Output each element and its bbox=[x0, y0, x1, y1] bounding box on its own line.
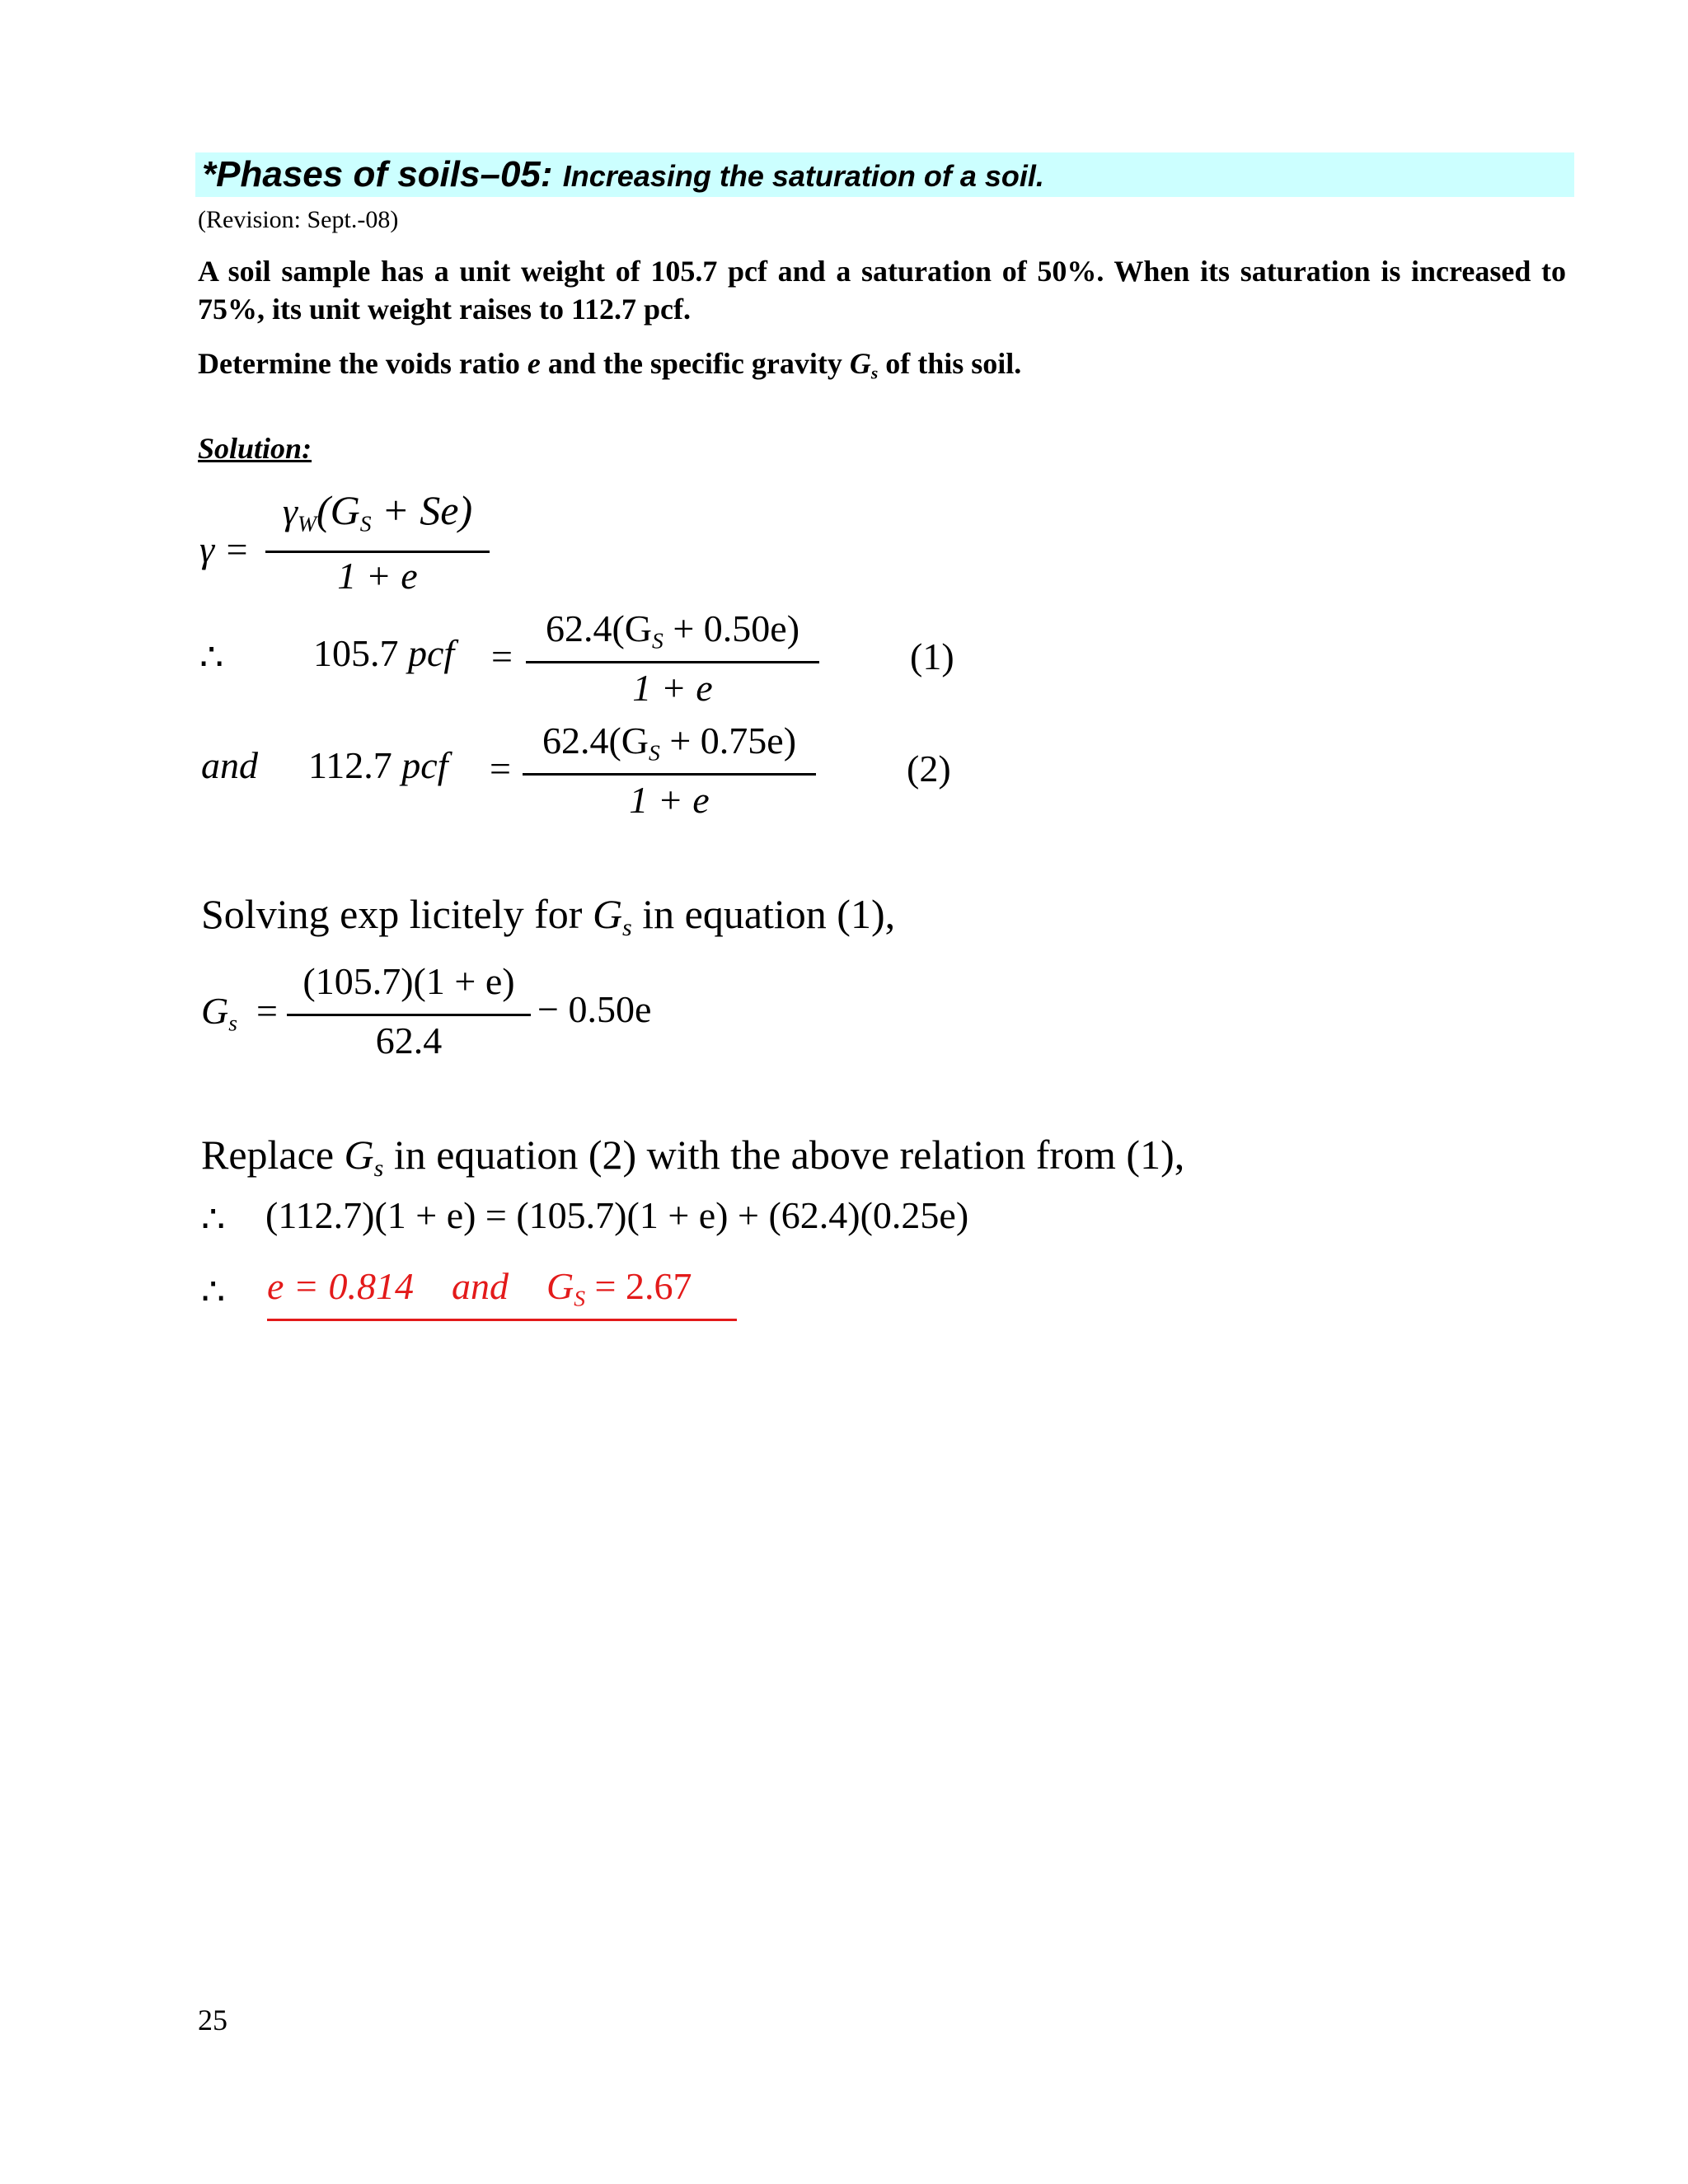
eq3-lhs: $G_s$ = bbox=[201, 990, 278, 1036]
eq2-fraction-bar bbox=[523, 773, 816, 776]
eq0-denominator: 1 + e bbox=[337, 555, 418, 597]
eq0-numerator: $\gamma_W(G_S + Se)$ bbox=[282, 487, 473, 537]
eq1-fraction bbox=[526, 602, 819, 717]
title-main-text: *Phases of soils–05: bbox=[202, 154, 553, 194]
eq1-fraction-bar bbox=[526, 661, 819, 663]
revision-note: (Revision: Sept.-08) bbox=[198, 206, 399, 233]
solve-text: Solving exp licitely for $G_s$ in equation (1), bbox=[201, 891, 896, 941]
question: Determine the voids ratio e and the specific gravity $G_s$ of this soil. bbox=[198, 347, 1022, 383]
result-therefore: ∴ bbox=[201, 1271, 226, 1313]
title-subtitle: Increasing the saturation of a soil. bbox=[562, 159, 1044, 193]
eq4-therefore: ∴ bbox=[201, 1198, 226, 1240]
eq3-denominator: 62.4 bbox=[375, 1019, 443, 1062]
eq2-equals: = bbox=[490, 748, 511, 790]
result-underline bbox=[267, 1319, 737, 1321]
eq4-expression: (112.7)(1 + e) = (105.7)(1 + e) + (62.4)(0.25e) bbox=[265, 1194, 969, 1236]
eq0-fraction-bar bbox=[265, 551, 490, 553]
eq1-numerator: $62.4(G_S + 0.50e)$ bbox=[545, 607, 800, 654]
eq3-tail: − 0.50e bbox=[537, 988, 652, 1030]
page-title bbox=[202, 154, 1044, 195]
eq2-denominator: 1 + e bbox=[629, 779, 710, 821]
eq1-equals: = bbox=[491, 635, 513, 677]
solution-label: Solution: bbox=[198, 432, 312, 465]
eq1-therefore: ∴ bbox=[199, 636, 224, 678]
problem-statement: A soil sample has a unit weight of 105.7 pcf and a saturation of 50%. When its saturation is increased to 75%, its unit weight raises to 112.7 pcf. bbox=[198, 255, 1566, 326]
result-answer: e = 0.814 and $G_S = 2.67$ bbox=[267, 1265, 692, 1311]
eq3-fraction bbox=[287, 956, 531, 1071]
eq3-fraction-bar bbox=[287, 1014, 531, 1016]
eq2-fraction bbox=[523, 714, 816, 829]
eq2-and: and bbox=[201, 744, 258, 786]
page-number: 25 bbox=[198, 2004, 227, 2036]
eq0-lhs: γ = bbox=[199, 528, 250, 570]
eq3-numerator: (105.7)(1 + e) bbox=[302, 960, 515, 1002]
eq0-fraction bbox=[265, 486, 490, 602]
eq2-label: (2) bbox=[907, 748, 951, 790]
eq1-denominator: 1 + e bbox=[632, 667, 713, 709]
eq2-lhs: 112.7 pcf bbox=[308, 744, 448, 786]
replace-text: Replace $G_s$ in equation (2) with the above relation from (1), bbox=[201, 1132, 1185, 1182]
eq1-label: (1) bbox=[910, 635, 954, 677]
eq2-numerator: $62.4(G_S + 0.75e)$ bbox=[542, 719, 797, 766]
eq1-lhs: 105.7 pcf bbox=[313, 632, 455, 674]
